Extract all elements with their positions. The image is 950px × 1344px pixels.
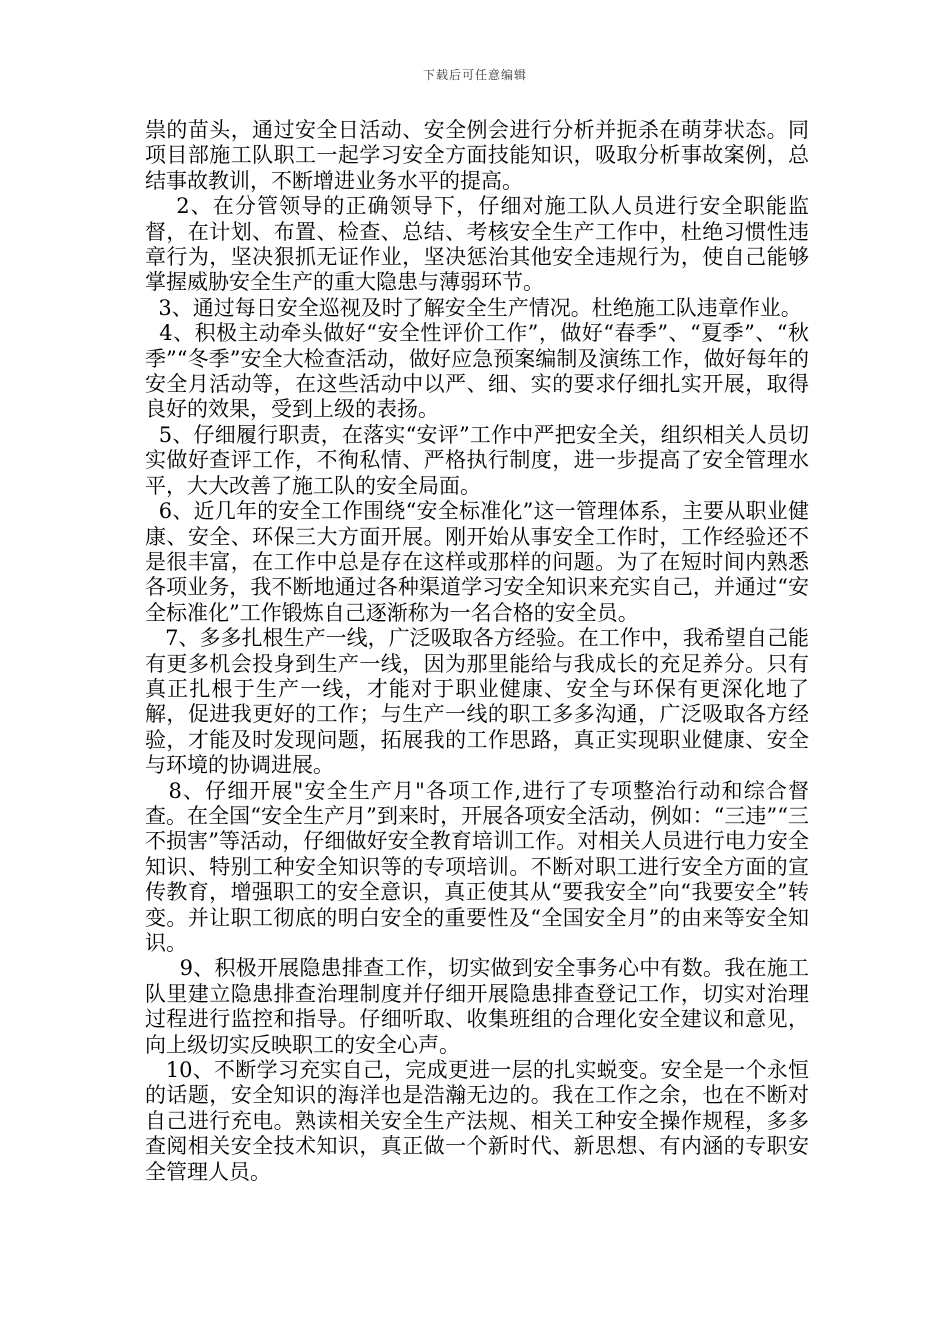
paragraph: 祟的苗头，通过安全日活动、安全例会进行分析并扼杀在萌芽状态。同项目部施工队职工一起学习安全方面技能知识，吸取分析事故案例，总结事故教训，不断增进业务水平的提高。 [145, 118, 809, 193]
paragraph: 8、仔细开展"安全生产月"各项工作,进行了专项整治行动和综合督查。在全国“安全生产月”到来时，开展各项安全活动，例如：“三违”“三不损害”等活动，仔细做好安全教育培训工作。对相关人员进行电力安全知识、特别工种安全知识等的专项培训。不断对职工进行安全方面的宣传教育，增强职工的安全意识，真正使其从“要我安全”向“我要安全”转变。并让职工彻底的明白安全的重要性及“全国安全月”的由来等安全知识。 [145, 778, 809, 955]
paragraph: 7、多多扎根生产一线，广泛吸取各方经验。在工作中，我希望自己能有更多机会投身到生产一线，因为那里能给与我成长的充足养分。只有真正扎根于生产一线，才能对于职业健康、安全与环保有更深化地了解，促进我更好的工作；与生产一线的职工多多沟通，广泛吸取各方经验，才能及时发现问题，拓展我的工作思路，真正实现职业健康、安全与环境的协调进展。 [145, 626, 810, 778]
paragraph: 4、积极主动牵头做好“安全性评价工作”，做好“春季”、“夏季”、“秋季”“冬季”安全大检查活动，做好应急预案编制及演练工作，做好每年的安全月活动等，在这些活动中以严、细、实的要求仔细扎实开展，取得良好的效果，受到上级的表扬。 [145, 321, 809, 422]
paragraph: 2、在分管领导的正确领导下，仔细对施工队人员进行安全职能监督，在计划、布置、检查、总结、考核安全生产工作中，杜绝习惯性违章行为，坚决狠抓无证作业，坚决惩治其他安全违规行为，使自己能够掌握威胁安全生产的重大隐患与薄弱环节。 [145, 194, 810, 295]
paragraph: 10、不断学习充实自己，完成更进一层的扎实蜕变。安全是一个永恒的话题，安全知识的海洋也是浩瀚无边的。我在工作之余，也在不断对自己进行充电。熟读相关安全生产法规、相关工种安全操作规程，多多查阅相关安全技术知识，真正做一个新时代、新思想、有内涵的专职安全管理人员。 [145, 1058, 809, 1184]
paragraph: 9、积极开展隐患排查工作，切实做到安全事务心中有数。我在施工队里建立隐患排查治理制度并仔细开展隐患排查登记工作，切实对治理过程进行监控和指导。仔细听取、收集班组的合理化安全建议和意见，向上级切实反映职工的安全心声。 [145, 956, 809, 1057]
page-header: 下载后可任意编辑 [422, 68, 527, 82]
paragraph: 5、仔细履行职责，在落实“安评”工作中严把安全关，组织相关人员切实做好查评工作，不徇私情、严格执行制度，进一步提高了安全管理水平，大大改善了施工队的安全局面。 [145, 422, 809, 498]
document-body [145, 118, 809, 1185]
paragraph: 6、近几年的安全工作围绕“安全标准化”这一管理体系，主要从职业健康、安全、环保三大方面开展。刚开始从事安全工作时，工作经验还不是很丰富，在工作中总是存在这样或那样的问题。为了在短时间内熟悉各项业务，我不断地通过各种渠道学习安全知识来充实自己，并通过“安全标准化”工作锻炼自己逐渐称为一名合格的安全员。 [145, 499, 809, 625]
paragraph: 3、通过每日安全巡视及时了解安全生产情况。杜绝施工队违章作业。 [145, 295, 802, 320]
